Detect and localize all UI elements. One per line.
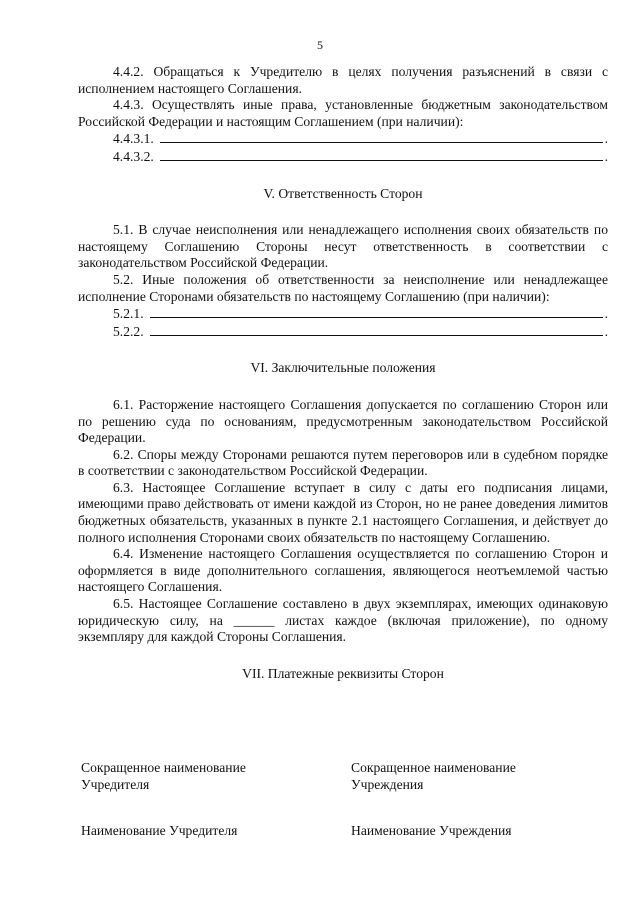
section-title-vi: VI. Заключительные положения — [250, 360, 436, 376]
blank-underline — [160, 148, 603, 161]
fill-line-label: 4.4.3.2. — [113, 148, 154, 164]
section-title-v: V. Ответственность Сторон — [263, 185, 423, 201]
founder-name-label: Наименование Учредителя — [81, 823, 238, 839]
fill-line-5-2-1 — [78, 305, 608, 323]
fill-line-4-4-3-1 — [78, 130, 608, 148]
section-title-vii: VII. Платежные реквизиты Сторон — [242, 665, 444, 681]
fill-line-label: 4.4.3.1. — [113, 131, 154, 147]
founder-column — [81, 760, 301, 840]
page-number: 5 — [317, 38, 323, 52]
clause-6-1: 6.1. Расторжение настоящего Соглашения допускается по соглашению Сторон или по решению суда по основаниям, предусмотренным законодательством Российской Федерации. — [78, 396, 608, 446]
clause-6-2: 6.2. Споры между Сторонами решаются путем переговоров или в судебном порядке в соответствии с законодательством Российской Федерации. — [78, 446, 608, 479]
document-body — [78, 64, 608, 682]
clause-6-3: 6.3. Настоящее Соглашение вступает в силу с даты его подписания лицами, имеющими право действовать от имени каждой из Сторон, но не ранее доведения лимитов бюджетных обязательств, указанных в пункте 2.1 настоящего Соглашения, и действует до полного исполнения Сторонами своих обязательств по настоящему Соглашению. — [78, 479, 608, 545]
fill-line-5-2-2 — [78, 323, 608, 341]
clause-5-1: 5.1. В случае неисполнения или ненадлежащего исполнения своих обязательств по настоящему Соглашению Стороны несут ответственность в соответствии с законодательством Российской Федерации. — [78, 222, 608, 271]
clause-4-4-3: 4.4.3. Осуществлять иные права, установленные бюджетным законодательством Российской Федерации и настоящим Соглашением (при наличии): — [78, 97, 608, 129]
line-period: . — [604, 323, 608, 339]
founder-short-name-label: Сокращенное наименование Учредителя — [81, 760, 246, 792]
blank-underline — [160, 130, 603, 143]
clause-4-4-2: 4.4.2. Обращаться к Учредителю в целях получения разъяснений в связи с исполнением настоящего Соглашения. — [78, 64, 608, 96]
line-period: . — [604, 148, 608, 164]
clause-6-5: 6.5. Настоящее Соглашение составлено в двух экземплярах, имеющих одинаковую юридическую силу, на ______ листах каждое (включая приложение), по одному экземпляру для каждой Стороны Соглашения. — [78, 596, 608, 645]
blank-underline — [150, 323, 603, 336]
clause-5-2: 5.2. Иные положения об ответственности за неисполнение или ненадлежащее исполнение Сторонами обязательств по настоящему Соглашению (при наличии): — [78, 271, 608, 304]
fill-line-4-4-3-2 — [78, 148, 608, 166]
blank-underline — [150, 305, 603, 318]
fill-line-label: 5.2.2. — [113, 323, 144, 339]
clause-6-4: 6.4. Изменение настоящего Соглашения осуществляется по соглашению Сторон и оформляется в виде дополнительного соглашения, являющегося неотъемлемой частью настоящего Соглашения. — [78, 546, 608, 595]
institution-short-name-label: Сокращенное наименование Учреждения — [351, 760, 516, 792]
institution-column — [351, 760, 571, 840]
fill-line-label: 5.2.1. — [113, 306, 144, 322]
line-period: . — [604, 306, 608, 322]
line-period: . — [604, 131, 608, 147]
institution-name-label: Наименование Учреждения — [351, 823, 512, 839]
